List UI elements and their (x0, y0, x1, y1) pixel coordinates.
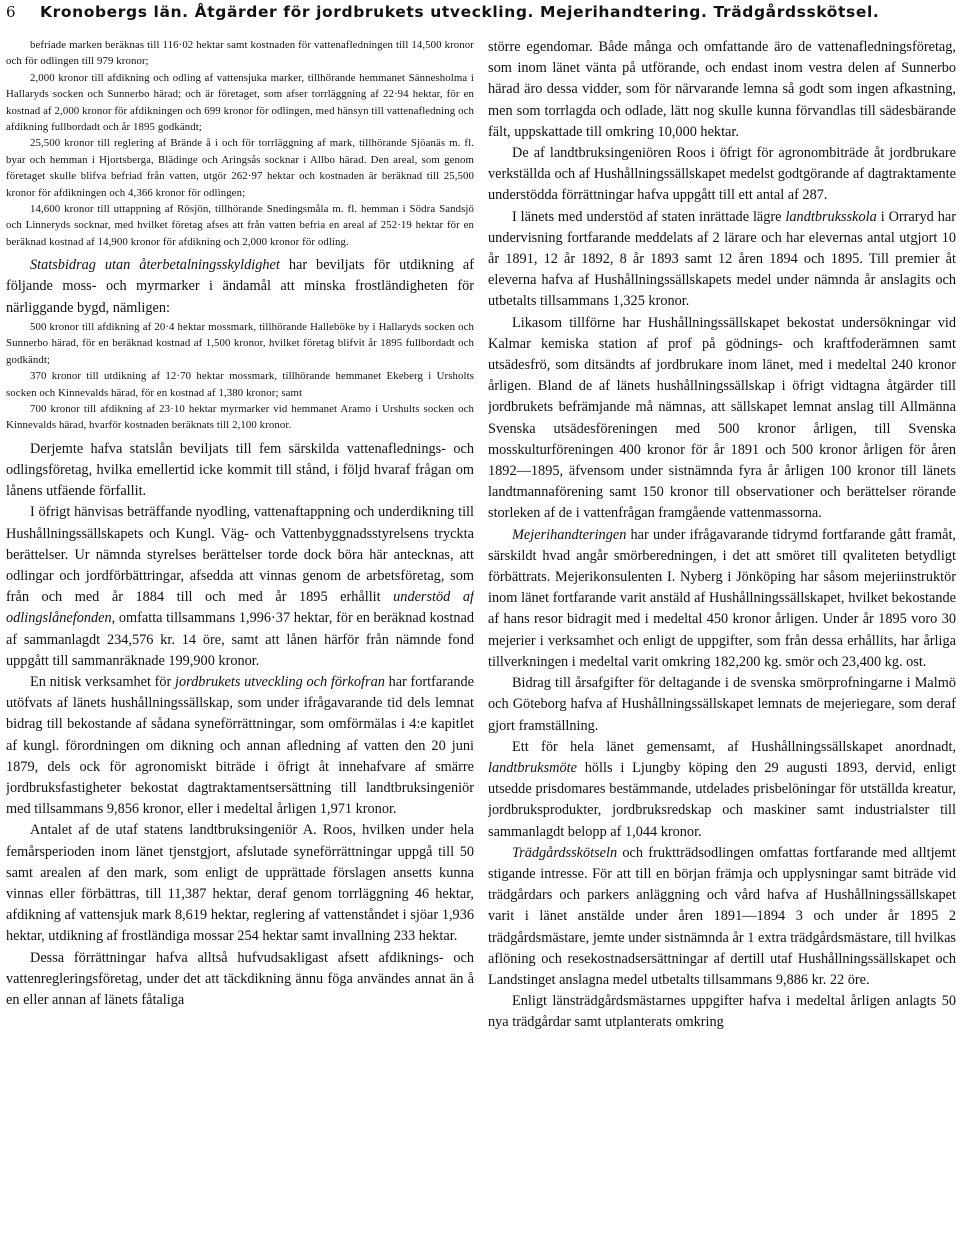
paragraph (488, 207, 956, 313)
paragraph (6, 672, 474, 820)
right-column (488, 37, 956, 1034)
paragraph: 25,500 kronor till reglering af Brände å i och för torrläggning af mark, tillhörande Sjöanäs m. fl. byar och hemman i Hjortsberga, Blädinge och Aringsås socknar i Allbo härad. Den areal, som genom företaget skulle blifva befriad från vatten, utgör 262·97 hektar och kostnaden är beräknad till 25,500 kronor för afdikningen och 4,366 kronor för odlingen; (6, 137, 474, 199)
paragraph-text: Ett för hela länet gemensamt, af Hushållningssällskapet anordnadt, (512, 738, 956, 755)
paragraph-text: i Orraryd har undervisning fortfarande meddelats af 2 lärare och har elevernas antal utgjort 10 år 1891, 12 år 1892, 8 år 1893 samt 12 åren 1894 och 1895. Till premier åt eleverna hafva af Hushållningssällskapets medel under nämnda år anslagits och utbetalts tillsammans 1,325 kronor. (488, 208, 956, 310)
paragraph: De af landtbruksingeniören Roos i öfrigt för agronombiträde åt jordbrukare verkställda och af Hushållningssällskapet medelst godtgörande af dagtraktamente understödda förrättningar hafva uppgått till ett antal af 287. (488, 145, 956, 204)
page-header (6, 3, 946, 37)
emphasis: Mejerihandteringen (512, 526, 627, 543)
paragraph-text: och fruktträdsodlingen omfattas fortfarande med alltjemt stigande intresse. För att till en början främja och upplysningar samt biträde vid trädgårdars och parkers anläggning och vård hafva af Hushållningssällskapet varit i länet anstälde under åren 1891—1894 3 och under år 1895 2 trädgårdsmästare, jemte under sistnämnda år 1 extra trädgårdsmästare, till hvilkas aflöning och resekostnadsersättningar af dertill utaf Hushållningssällskapet och Landstinget anslagna medel utbetalts tillsammans 9,886 kr. 22 öre. (488, 844, 956, 988)
left-column (6, 37, 474, 1011)
paragraph: Dessa förrättningar hafva alltså hufvudsakligast afsett afdiknings- och vattenregleringsföretag, under det att täckdikning ännu föga användes annat än å en eller annan af länets fåtaliga (6, 949, 474, 1009)
paragraph (488, 525, 956, 673)
paragraph: befriade marken beräknas till 116·02 hektar samt kostnaden för vattenafledningen till 14,500 kronor och för odlingen till 979 kronor; (6, 39, 474, 68)
paragraph (488, 843, 956, 991)
paragraph-text: har beviljats för utdikning af följande moss- och myrmarker i ändamål att minska frostländigheten för närliggande bygd, nämligen: (6, 257, 474, 316)
paragraph-text: En nitisk verksamhet för (30, 673, 175, 690)
paragraph-text: hölls i Ljungby köping den 29 augusti 1893, dervid, enligt utsedde prisdomares bestämmande, utdelades prisbelöningar för utställda kreatur, jordbruksprodukter, jordbruksredskap och maskiner samt industrialster till sammanlagdt belopp af 1,044 kronor. (488, 759, 956, 840)
emphasis: landtbruksmöte (488, 759, 577, 776)
paragraph (6, 502, 474, 672)
paragraph (488, 737, 956, 843)
emphasis: understöd af odlingslånefonden (6, 589, 474, 627)
paragraph: Likasom tillförne har Hushållningssällskapet bekostat undersökningar vid Kalmar kemiska station af prof på gödnings- och kraftfoderämnen samt utsädesfrö, som ditsändts af jordbrukare inom länet, med i medeltal 240 kronor årligen. Bland de af länets hushållningssällskap i öfrigt vidtagna åtgärder till jordbrukets befrämjande må nämnas, att sällskapet lemnat anslag till Allmänna Svenska utsädesföreningen med 500 kronor årligen, till Svenska mosskulturföreningen 400 kronor för år 1891 och 500 kronor årligen för åren 1892—1895, äfvensom under sistnämnda fyra år årligen 100 kronor till länets landtmannaförening samt 150 kronor till observationer och berättelser rörande storleken af de i vattenfrågan framgående vattenmassorna. (488, 314, 956, 522)
paragraph: 700 kronor till afdikning af 23·10 hektar myrmarker vid hemmanet Aramo i Urshults socken och Kinnevalds härad, hvarför kostnaden beräknats till 2,100 kronor. (6, 402, 474, 432)
paragraph: Bidrag till årsafgifter för deltagande i de svenska smörprofningarne i Malmö och Göteborg hafva af Hushållningssällskapet lemnats de mejeriegare, som deraf gjort framställning. (488, 675, 956, 734)
paragraph: 2,000 kronor till afdikning och odling af vattensjuka marker, tillhörande hemmanet Sännesholma i Hallaryds socken och Sunnerbo härad; och är företaget, som afser torrläggning af 22·94 hektar, för en kostnad af 2,000 kronor för afdikningen och 699 kronor för odlingen, med hänsyn till vattenafledning och afdikning fullbordadt och år 1895 godkändt; (6, 71, 474, 134)
paragraph-text: I länets med understöd af staten inrättade lägre (512, 208, 786, 225)
paragraph-text: , omfatta tillsammans 1,996·37 hektar, för en beräknad kostnad af sammanlagdt 234,576 kr. 14 öre, samt att lånen härför från nämnde fond uppgått till sammanräknade 199,900 kronor. (6, 610, 474, 669)
paragraph: 500 kronor till afdikning af 20·4 hektar mossmark, tillhörande Halleböke by i Hallaryds socken och Sunnerbo härad, för en beräknad kostnad af 1,500 kronor, hvilket företag blifvit år 1895 fullbordadt och godkändt; (6, 320, 474, 366)
paragraph: Derjemte hafva statslån beviljats till fem särskilda vattenaflednings- och odlingsföretag, hvilka emellertid icke kommit till stånd, i följd hvaraf frågan om lånens utfäende förfallit. (6, 440, 474, 500)
paragraph: Antalet af de utaf statens landtbruksingeniör A. Roos, hvilken under hela femårsperioden inom länet tjenstgjort, afslutade syneförrättningar uppgå till 50 samt arealen af den mark, som enligt de upprättade förslagen ansetts kunna vinnas eller förbättras, till 11,387 hektar, deraf genom torrläggning 46 hektar, afdikning af vattensjuk mark 8,619 hektar, reglering af vattenståndet i sjöar 1,936 hektar, utdikning af frostländiga mossar 254 hektar samt invallning 233 hektar. (6, 822, 474, 945)
paragraph-text: har under ifrågavarande tidrymd fortfarande gått framåt, särskildt hvad angår smörberedningen, i det att smöret till qvaliteten betydligt förbättrats. Mejerikonsulenten I. Nyberg i Jönköping har såsom mejeriinstruktör inom länet fortfarande varit anstäld af Hushållningssällskapet, hvilket bekostande af hans resor bidragit med i medeltal 450 kronor årligen. Under år 1895 voro 30 mejerier i verksamhet och enligt de uppgifter, som från dessa erhållits, har årliga tillverkningen i medeltal varit omkring 182,200 kg. smör och 23,400 kg. ost. (488, 526, 956, 670)
paragraph: större egendomar. Både många och omfattande äro de vattenafledningsföretag, som inom länet vänta på utförande, och endast inom vestra delen af Sunnerbo härad äro dessa vidder, som för närvarande lemna så godt som ingen afkastning, men som torrlagda och odlade, lätt nog skulle kunna förvandlas till sädesbärande fält, uppskattade till omkring 10,000 hektar. (488, 39, 956, 140)
paragraph: 370 kronor till utdikning af 12·70 hektar mossmark, tillhörande hemmanet Ekeberg i Ursholts socken och Kinnevalds härad, för en kostnad af 1,380 kronor; samt (6, 370, 474, 399)
emphasis: Statsbidrag utan återbetalningsskyldighet (30, 257, 280, 274)
emphasis: landtbruksskola (785, 208, 877, 225)
paragraph: Enligt länsträdgårdsmästarnes uppgifter hafva i medeltal årligen anlagts 50 nya trädgårdar samt utplanterats omkring (488, 993, 956, 1031)
page-number: 6 (6, 3, 16, 21)
emphasis: jordbrukets utveckling och förkofran (175, 673, 385, 690)
paragraph (6, 255, 474, 319)
running-title: Kronobergs län. Åtgärder för jordbrukets utveckling. Mejerihandtering. Trädgårdsskötsel. (40, 3, 880, 21)
paragraph-text: har fortfarande utöfvats af länets hushållningssällskap, som under ifrågavarande tid dels lemnat bidrag till bekostande af sådana syneförrättningar, som omförmälas i 4:e kapitlet af kungl. förordningen om dikning och annan afledning af vatten den 20 juni 1879, dels ock för agronomiskt biträde i öfrigt åt innehafvare af smärre jordbruksfastigheter bekostat dagtraktamentsersättning till landtbruksingeniör med tillsammans 9,856 kronor, eller i medeltal årligen 1,971 kronor. (6, 673, 474, 818)
emphasis: Trädgårdsskötseln (512, 844, 618, 861)
paragraph-text: I öfrigt hänvisas beträffande nyodling, vattenaftappning och underdikning till Hushållningssällskapets och Kungl. Väg- och Vattenbyggnadsstyrelsens tryckta berättelser. Ur nämnda styrelses berättelser torde dock böra här antecknas, att odlingar och jordförbättringar, afsedda att vinnas genom de arbetsföretag, som från och med år 1884 till och med år 1895 erhållit (6, 504, 474, 606)
paragraph: 14,600 kronor till uttappning af Rösjön, tillhörande Snedingsmåla m. fl. hemman i Södra Sandsjö och Linneryds socknar, med hvilket företag afses att från vatten befria en areal af 252·19 hektar för en beräknad kostnad af 14,900 kronor för afdikning och 2,000 kronor för odling. (6, 203, 474, 248)
